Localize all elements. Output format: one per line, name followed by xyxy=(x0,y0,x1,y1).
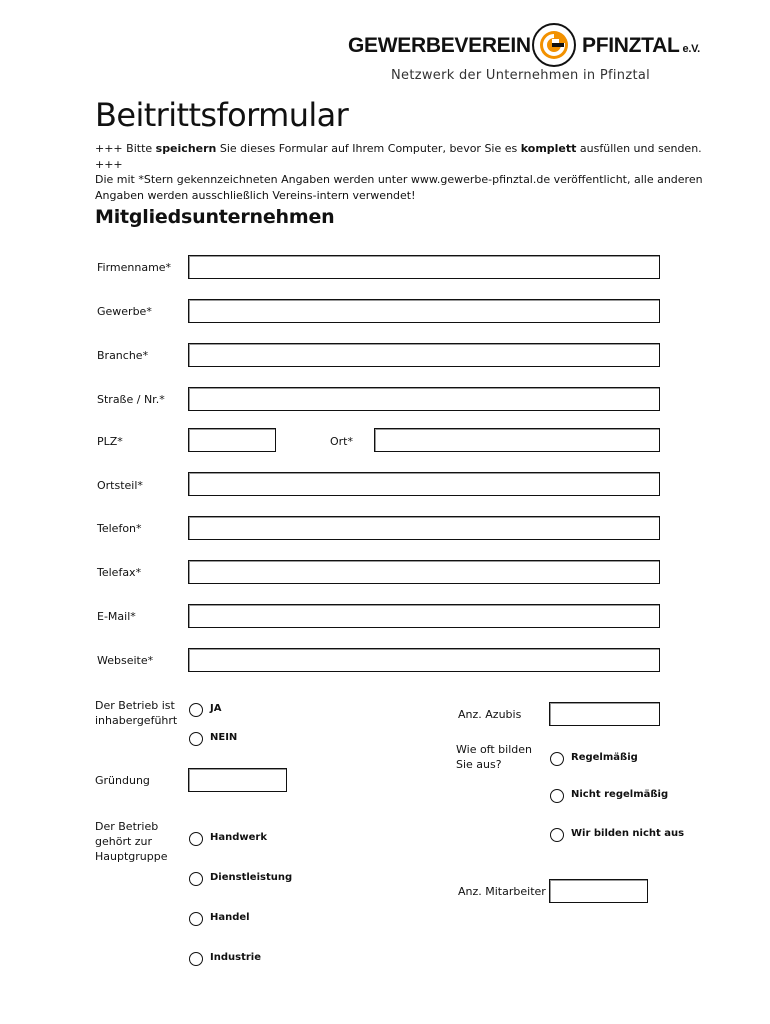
ortsteil-label: Ortsteil* xyxy=(97,479,143,492)
hauptgruppe-industrie-radio[interactable] xyxy=(189,952,203,966)
intro-text xyxy=(95,141,715,203)
ausbildung-nicht-aus-label: Wir bilden nicht aus xyxy=(571,828,685,839)
inhaber-label-line-1: Der Betrieb ist xyxy=(95,699,175,712)
ausbildung-regelmaessig-radio[interactable] xyxy=(550,752,564,766)
firmenname-field[interactable] xyxy=(188,255,660,279)
ausbildung-nicht-aus-radio[interactable] xyxy=(550,828,564,842)
ausbildung-nicht-regelmaessig-radio[interactable] xyxy=(550,789,564,803)
hauptgruppe-dienstleistung-label: Dienstleistung xyxy=(210,872,293,883)
plz-field[interactable] xyxy=(188,428,276,452)
mitarbeiter-field[interactable] xyxy=(549,879,648,903)
firmenname-label: Firmenname* xyxy=(97,261,172,274)
hauptgruppe-handel-label: Handel xyxy=(210,912,250,923)
hauptgruppe-handwerk-radio[interactable] xyxy=(189,832,203,846)
hauptgruppe-label-line-3: Hauptgruppe xyxy=(95,850,168,863)
azubis-field[interactable] xyxy=(549,702,660,726)
telefon-label: Telefon* xyxy=(97,522,142,535)
intro-line-2: Die mit *Stern gekennzeichneten Angaben werden unter www.gewerbe-pfinztal.de veröffentlicht, alle anderen xyxy=(95,173,703,186)
ausbildung-regelmaessig-label: Regelmäßig xyxy=(571,752,638,763)
hauptgruppe-label-line-1: Der Betrieb xyxy=(95,820,159,833)
hauptgruppe-label-line-2: gehört zur xyxy=(95,835,153,848)
gruendung-field[interactable] xyxy=(188,768,287,792)
page-title: Beitrittsformular xyxy=(95,96,349,134)
intro-line-3: Angaben werden ausschließlich Vereins-intern verwendet! xyxy=(95,188,416,202)
ausbildung-nicht-regelmaessig-label: Nicht regelmäßig xyxy=(571,789,669,800)
gewerbe-field[interactable] xyxy=(188,299,660,323)
hauptgruppe-handel-radio[interactable] xyxy=(189,912,203,926)
intro-line-1: +++ Bitte speichern Sie dieses Formular auf Ihrem Computer, bevor Sie es komplett ausfüllen und senden. +++ xyxy=(95,142,702,171)
telefax-field[interactable] xyxy=(188,560,660,584)
webseite-label: Webseite* xyxy=(97,654,154,667)
hauptgruppe-handwerk-label: Handwerk xyxy=(210,832,267,843)
logo-ev: e.V. xyxy=(682,43,700,55)
ausbildung-label-line-2: Sie aus? xyxy=(456,758,502,771)
gewerbe-label: Gewerbe* xyxy=(97,305,152,318)
ortsteil-field[interactable] xyxy=(188,472,660,496)
inhaber-ja-label: JA xyxy=(210,703,222,714)
inhaber-nein-label: NEIN xyxy=(210,732,238,743)
strasse-field[interactable] xyxy=(188,387,660,411)
inhaber-nein-radio[interactable] xyxy=(189,732,203,746)
email-label: E-Mail* xyxy=(97,610,136,623)
mitarbeiter-label: Anz. Mitarbeiter xyxy=(458,885,546,898)
section-title: Mitgliedsunternehmen xyxy=(95,206,335,228)
email-field[interactable] xyxy=(188,604,660,628)
ausbildung-label-line-1: Wie oft bilden xyxy=(456,743,532,756)
logo-text-right: PFINZTAL e.V. xyxy=(582,34,700,57)
strasse-label: Straße / Nr.* xyxy=(97,393,165,406)
tagline: Netzwerk der Unternehmen in Pfinztal xyxy=(391,68,651,83)
hauptgruppe-dienstleistung-radio[interactable] xyxy=(189,872,203,886)
logo-text-left: GEWERBEVEREIN xyxy=(348,34,531,57)
inhaber-label-line-2: inhabergeführt xyxy=(95,714,178,727)
branche-label: Branche* xyxy=(97,349,149,362)
telefax-label: Telefax* xyxy=(97,566,142,579)
ort-label: Ort* xyxy=(330,435,353,448)
webseite-field[interactable] xyxy=(188,648,660,672)
telefon-field[interactable] xyxy=(188,516,660,540)
plz-label: PLZ* xyxy=(97,435,123,448)
ort-field[interactable] xyxy=(374,428,660,452)
hauptgruppe-industrie-label: Industrie xyxy=(210,952,261,963)
inhaber-ja-radio[interactable] xyxy=(189,703,203,717)
gruendung-label: Gründung xyxy=(95,774,150,787)
azubis-label: Anz. Azubis xyxy=(458,708,522,721)
branche-field[interactable] xyxy=(188,343,660,367)
logo-mark-icon xyxy=(531,22,577,68)
